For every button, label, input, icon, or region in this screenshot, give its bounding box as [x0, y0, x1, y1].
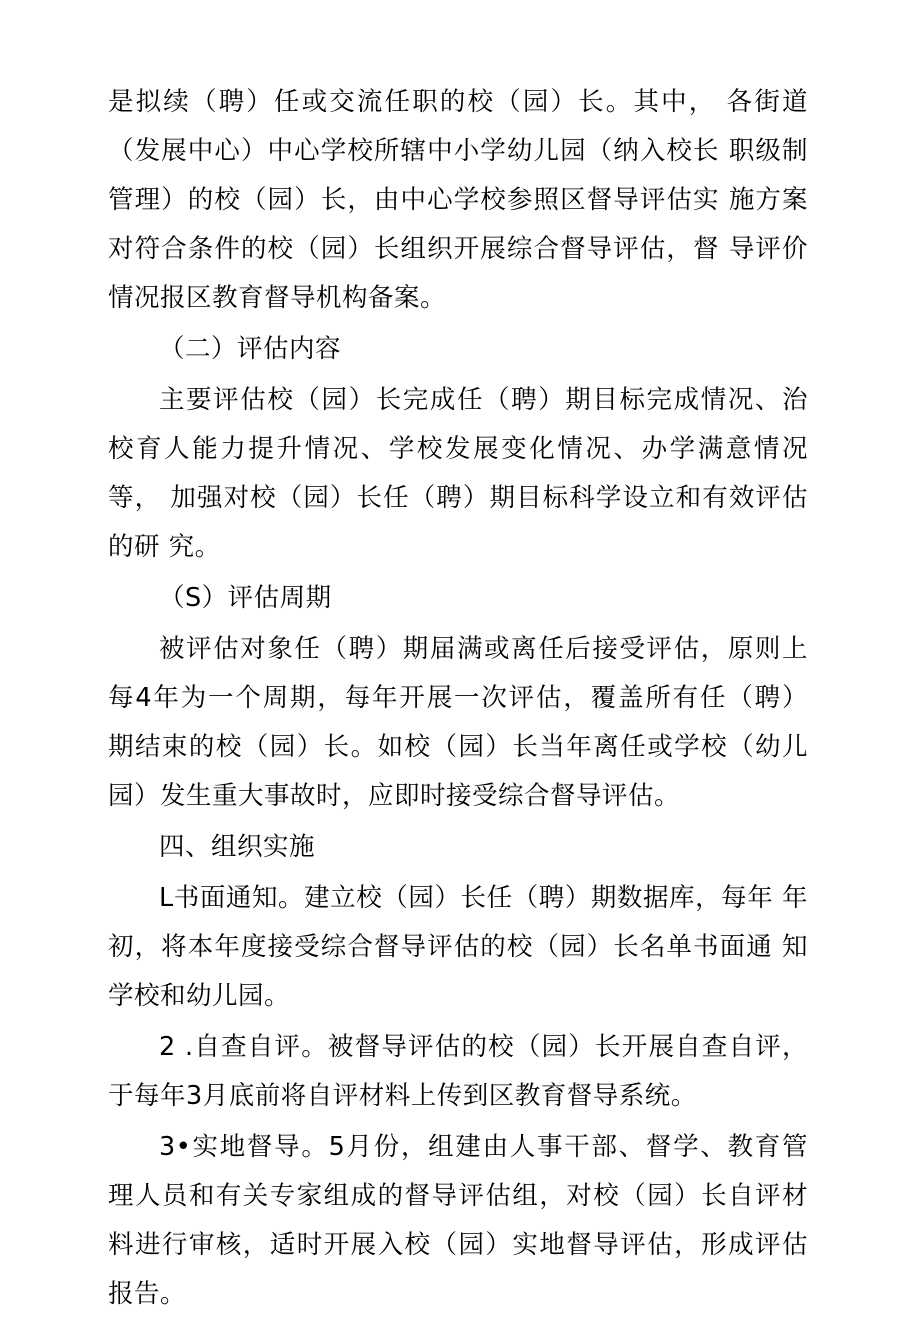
paragraph-self-evaluation: 2 .自查自评。被督导评估的校（园）长开展自查自评， 于每年3月底前将自评材料上传到区教育督导系统。 [108, 1032, 808, 1111]
heading-evaluation-cycle: （S）评估周期 [159, 583, 332, 613]
paragraph-evaluation-content: 主要评估校（园）长完成任（聘）期目标完成情况、治 校育人能力提升情况、学校发展变化情况、办学满意情况等， 加强对校（园）长任（聘）期目标科学设立和有效评估的研 究。 [108, 385, 808, 562]
paragraph-onsite-supervision: 3•实地督导。5月份，组建由人事干部、督学、教育管 理人员和有关专家组成的督导评估组，对校（园）长自评材 料进行审核，适时开展入校（园）实地督导评估，形成评估 报告。 [108, 1132, 808, 1309]
paragraph-written-notice: L书面通知。建立校（园）长任（聘）期数据库，每年 年初，将本年度接受综合督导评估的校（园）长名单书面通 知学校和幼儿园。 [108, 883, 808, 1011]
paragraph-scope-continuation: 是拟续（聘）任或交流任职的校（园）长。其中， 各街道（发展中心）中心学校所辖中小学幼儿园（纳入校长 职级制管理）的校（园）长，由中心学校参照区督导评估实 施方案对符合条件的校（园）长组织开展综合督导评估，督 导评价情况报区教育督导机构备案。 [108, 87, 808, 313]
heading-organization-implementation: 四、组织实施 [159, 832, 316, 862]
heading-evaluation-content: （二）评估内容 [159, 334, 342, 364]
paragraph-evaluation-cycle: 被评估对象任（聘）期届满或离任后接受评估，原则上 每4年为一个周期，每年开展一次评估，覆盖所有任（聘） 期结束的校（园）长。如校（园）长当年离任或学校（幼儿 园）发生重大事故时，应即时接受综合督导评估。 [108, 634, 808, 811]
